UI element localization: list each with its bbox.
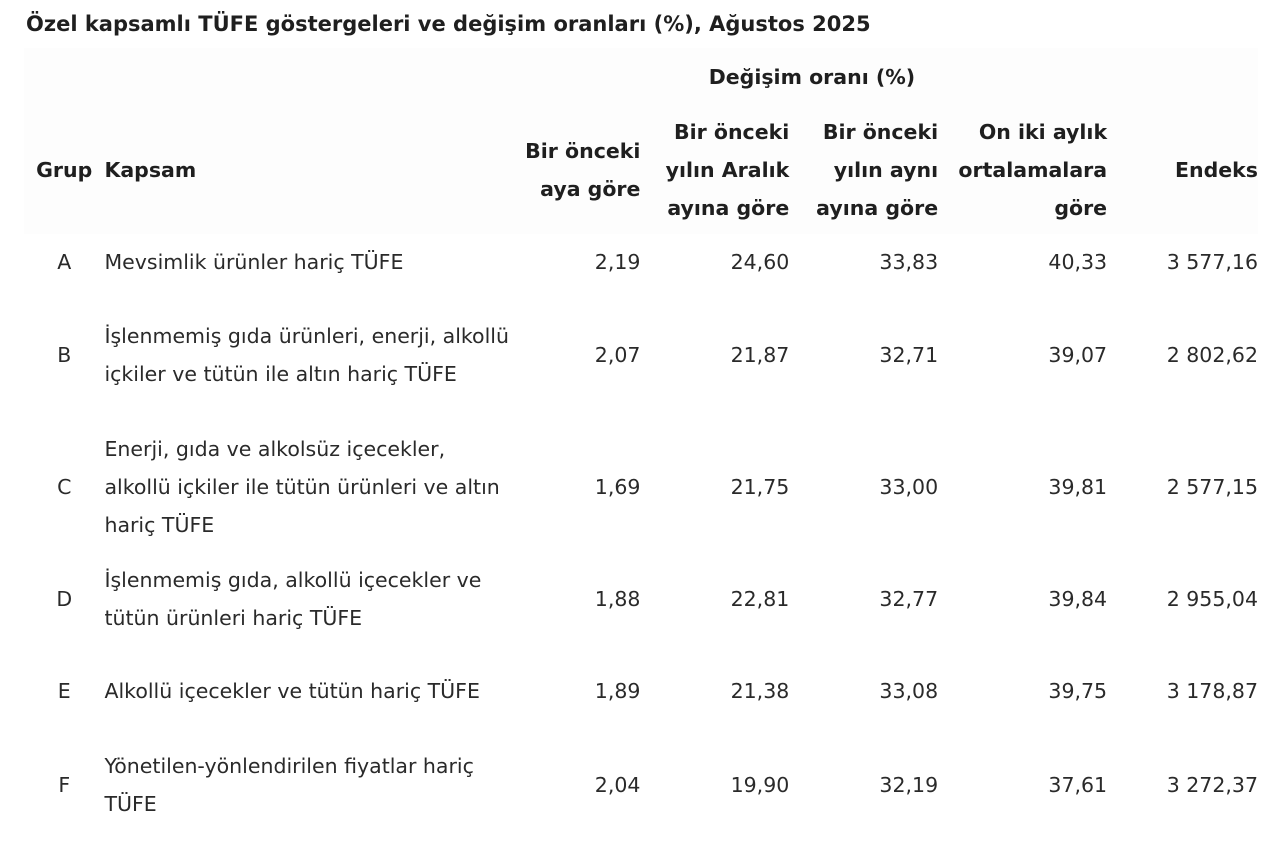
cell-prev-year-same-month: 33,08: [879, 679, 939, 703]
cpi-table: [24, 48, 1258, 832]
cell-twelve-month-average: 39,07: [1048, 343, 1108, 367]
cell-prev-december: 19,90: [730, 773, 790, 797]
cell-prev-month: 1,88: [594, 587, 641, 611]
cell-twelve-month-average: 40,33: [1048, 250, 1108, 274]
cell-prev-year-same-month: 32,71: [879, 343, 939, 367]
table-row: [24, 738, 1258, 832]
table-row: [24, 644, 1258, 738]
cell-prev-year-same-month: 33,00: [879, 475, 939, 499]
header-endeks: Endeks: [1107, 106, 1258, 234]
header-change-rate: Değişim oranı (%): [517, 48, 1107, 106]
cell-endeks: 2 577,15: [1166, 475, 1258, 499]
table-row: [24, 420, 1258, 554]
cell-prev-year-same-month: 32,19: [879, 773, 939, 797]
cell-kapsam: Alkollü içecekler ve tütün hariç TÜFE: [104, 679, 480, 703]
cell-twelve-month-average: 39,75: [1048, 679, 1108, 703]
table-header: [24, 48, 1258, 234]
cell-prev-december: 22,81: [730, 587, 790, 611]
header-kapsam: Kapsam: [104, 106, 516, 234]
cell-prev-year-same-month: 32,77: [879, 587, 939, 611]
cell-grup: C: [57, 475, 72, 499]
cell-grup: A: [57, 250, 72, 274]
cell-grup: B: [57, 343, 72, 367]
header-prev-year-same-month: Bir önceki yılın aynı ayına göre: [789, 106, 938, 234]
header-prev-december: Bir önceki yılın Aralık ayına göre: [640, 106, 789, 234]
cell-prev-month: 1,69: [594, 475, 641, 499]
cell-twelve-month-average: 39,84: [1048, 587, 1108, 611]
header-twelve-month-average: On iki aylık ortalamalara göre: [938, 106, 1107, 234]
cell-prev-month: 1,89: [594, 679, 641, 703]
table-title: Özel kapsamlı TÜFE göstergeleri ve değişim oranları (%), Ağustos 2025: [26, 12, 871, 36]
table-row: [24, 234, 1258, 290]
cell-endeks: 3 272,37: [1166, 773, 1258, 797]
cell-prev-year-same-month: 33,83: [879, 250, 939, 274]
table-row: [24, 554, 1258, 644]
cell-endeks: 3 577,16: [1166, 250, 1258, 274]
cell-kapsam: Mevsimlik ürünler hariç TÜFE: [104, 250, 404, 274]
header-blank-right: [1107, 48, 1258, 106]
cell-prev-december: 24,60: [730, 250, 790, 274]
cell-kapsam: İşlenmemiş gıda ürünleri, enerji, alkollü içkiler ve tütün ile altın hariç TÜFE: [104, 324, 509, 386]
cell-kapsam: Yönetilen-yönlendirilen fiyatlar hariç TÜFE: [104, 754, 474, 816]
cell-prev-december: 21,87: [730, 343, 790, 367]
cell-endeks: 2 802,62: [1166, 343, 1258, 367]
cell-grup: D: [56, 587, 73, 611]
cell-prev-december: 21,38: [730, 679, 790, 703]
cell-grup: E: [57, 679, 71, 703]
header-grup: Grup: [24, 106, 104, 234]
cell-prev-month: 2,19: [594, 250, 641, 274]
table-row: [24, 290, 1258, 420]
cell-twelve-month-average: 37,61: [1048, 773, 1108, 797]
cell-grup: F: [58, 773, 71, 797]
cell-endeks: 3 178,87: [1166, 679, 1258, 703]
cell-prev-december: 21,75: [730, 475, 790, 499]
cell-prev-month: 2,07: [594, 343, 641, 367]
cell-prev-month: 2,04: [594, 773, 641, 797]
table-body: [24, 234, 1258, 832]
cell-kapsam: Enerji, gıda ve alkolsüz içecekler, alkollü içkiler ile tütün ürünleri ve altın hariç TÜFE: [104, 437, 500, 537]
header-blank: [24, 48, 517, 106]
cell-kapsam: İşlenmemiş gıda, alkollü içecekler ve tütün ürünleri hariç TÜFE: [104, 568, 482, 630]
cell-endeks: 2 955,04: [1166, 587, 1258, 611]
header-prev-month: Bir önceki aya göre: [517, 106, 641, 234]
cell-twelve-month-average: 39,81: [1048, 475, 1108, 499]
